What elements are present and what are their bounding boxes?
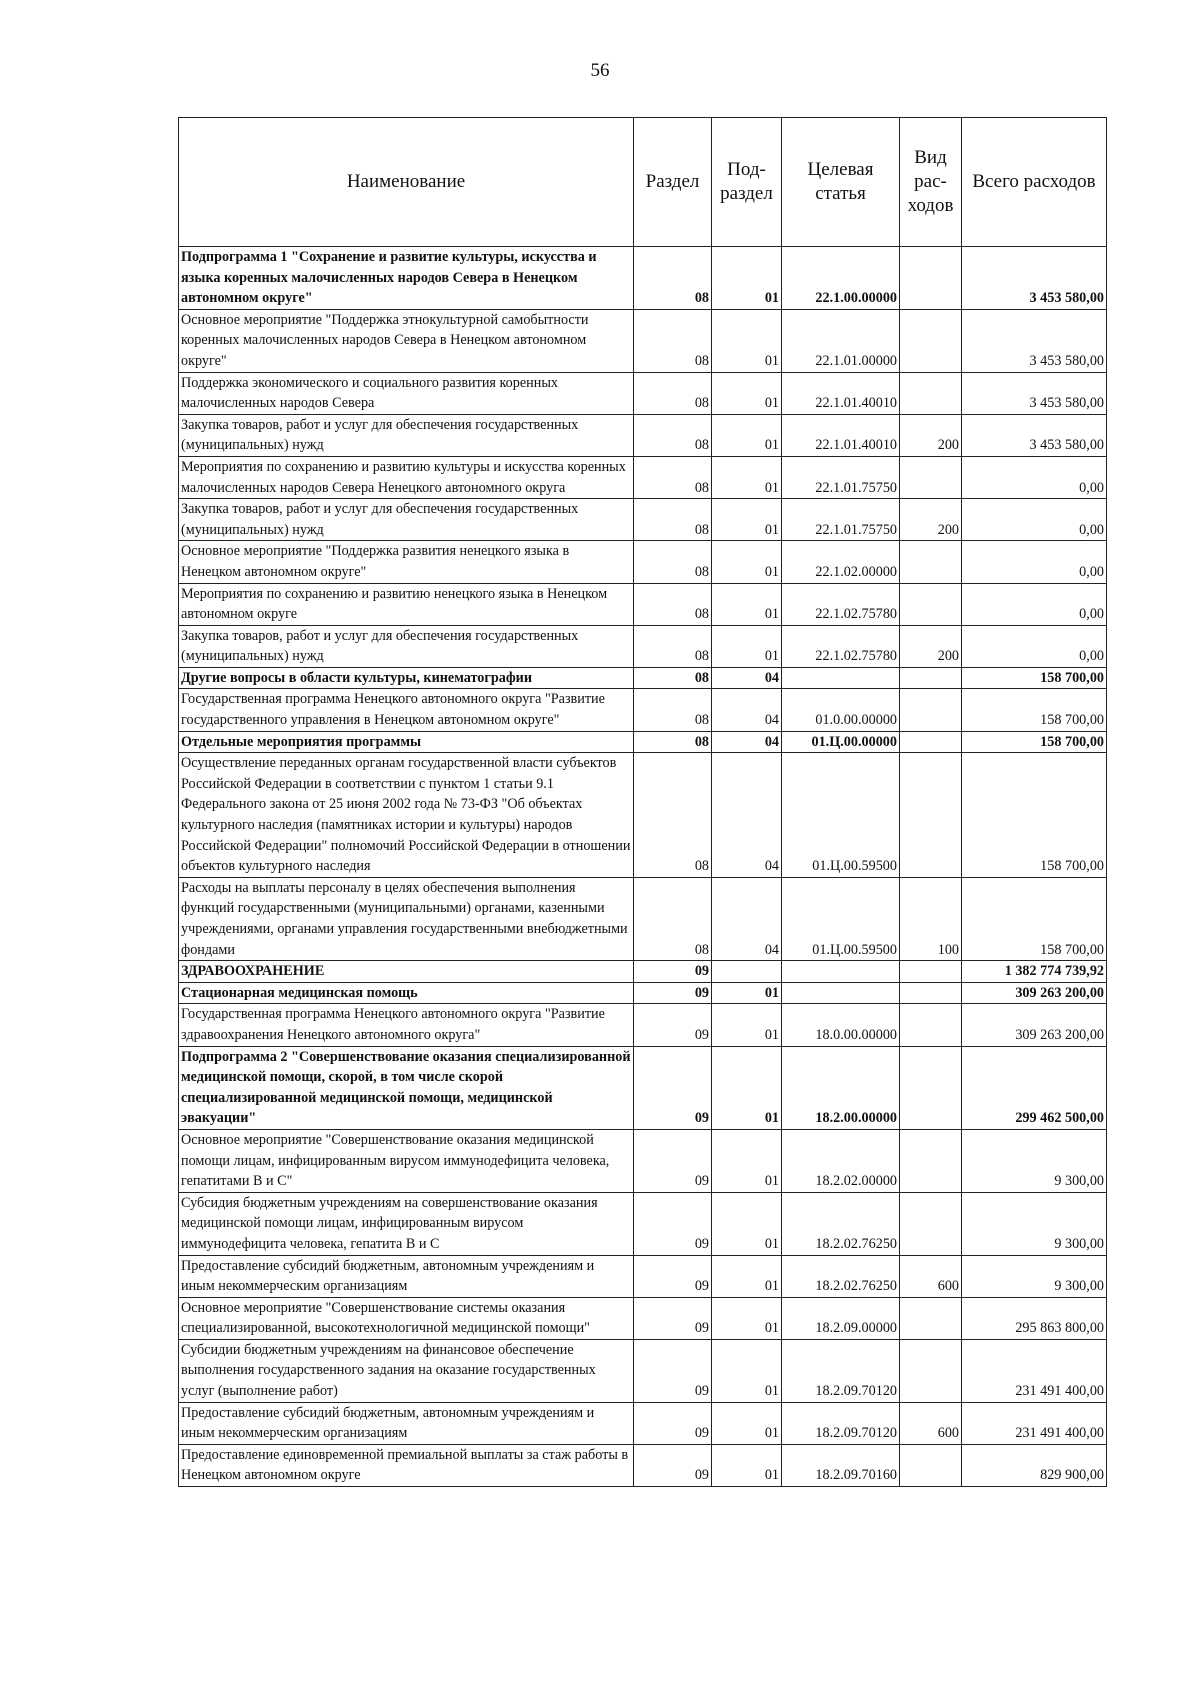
row-code-cell: 18.2.09.70160: [782, 1444, 900, 1486]
row-podrazdel-cell: 01: [712, 583, 782, 625]
row-vid-cell: [900, 753, 962, 878]
row-name-cell: Другие вопросы в области культуры, кинематографии: [179, 667, 634, 689]
row-name-cell: Мероприятия по сохранению и развитию культуры и искусства коренных малочисленных народов Севера Ненецкого автономного округа: [179, 456, 634, 498]
table-row: [179, 731, 1107, 753]
row-sum-cell: 158 700,00: [962, 877, 1107, 960]
row-code-cell: 22.1.02.75780: [782, 583, 900, 625]
row-vid-cell: [900, 1004, 962, 1046]
row-name-cell: Субсидия бюджетным учреждениям на совершенствование оказания медицинской помощи лицам, инфицированным вирусом иммунодефицита человека, гепатита В и С: [179, 1192, 634, 1255]
row-code-cell: 18.2.02.76250: [782, 1192, 900, 1255]
row-podrazdel-cell: 01: [712, 1004, 782, 1046]
row-razdel-cell: 08: [634, 625, 712, 667]
row-razdel-cell: 08: [634, 667, 712, 689]
row-code-cell: 01.Ц.00.59500: [782, 877, 900, 960]
row-name-cell: Предоставление единовременной премиальной выплаты за стаж работы в Ненецком автономном округе: [179, 1444, 634, 1486]
row-vid-cell: [900, 583, 962, 625]
row-podrazdel-cell: 01: [712, 982, 782, 1004]
row-name-cell: Стационарная медицинская помощь: [179, 982, 634, 1004]
row-code-cell: 18.2.02.00000: [782, 1129, 900, 1192]
row-code-cell: 22.1.01.40010: [782, 414, 900, 456]
table-row: [179, 1004, 1107, 1046]
row-podrazdel-cell: 01: [712, 541, 782, 583]
row-razdel-cell: 08: [634, 689, 712, 731]
row-sum-cell: 9 300,00: [962, 1255, 1107, 1297]
row-sum-cell: 1 382 774 739,92: [962, 961, 1107, 983]
row-name-cell: Предоставление субсидий бюджетным, автономным учреждениям и иным некоммерческим организациям: [179, 1255, 634, 1297]
row-name-cell: Расходы на выплаты персоналу в целях обеспечения выполнения функций государственными (муниципальными) органами, казенными учреждениями, органами управления государственными внебюджетными фондами: [179, 877, 634, 960]
row-podrazdel-cell: 01: [712, 1339, 782, 1402]
row-code-cell: 18.2.00.00000: [782, 1046, 900, 1129]
table-row: [179, 1339, 1107, 1402]
row-vid-cell: [900, 1129, 962, 1192]
row-vid-cell: [900, 1046, 962, 1129]
row-name-cell: Закупка товаров, работ и услуг для обеспечения государственных (муниципальных) нужд: [179, 414, 634, 456]
row-sum-cell: 0,00: [962, 541, 1107, 583]
row-code-cell: 22.1.02.00000: [782, 541, 900, 583]
row-razdel-cell: 08: [634, 753, 712, 878]
row-sum-cell: 309 263 200,00: [962, 1004, 1107, 1046]
table-row: [179, 1192, 1107, 1255]
row-podrazdel-cell: 04: [712, 667, 782, 689]
row-sum-cell: 0,00: [962, 456, 1107, 498]
row-sum-cell: 9 300,00: [962, 1129, 1107, 1192]
row-code-cell: [782, 667, 900, 689]
row-vid-cell: [900, 309, 962, 372]
row-code-cell: [782, 961, 900, 983]
row-razdel-cell: 09: [634, 1004, 712, 1046]
table-row: [179, 499, 1107, 541]
row-vid-cell: [900, 372, 962, 414]
row-code-cell: 18.2.09.70120: [782, 1339, 900, 1402]
header-name: Наименование: [179, 118, 634, 247]
row-vid-cell: [900, 1339, 962, 1402]
row-sum-cell: 295 863 800,00: [962, 1297, 1107, 1339]
row-name-cell: Предоставление субсидий бюджетным, автономным учреждениям и иным некоммерческим организациям: [179, 1402, 634, 1444]
table-row: [179, 1402, 1107, 1444]
table-row: [179, 667, 1107, 689]
row-name-cell: Осуществление переданных органам государственной власти субъектов Российской Федерации в соответствии с пунктом 1 статьи 9.1 Федерального закона от 25 июня 2002 года № 73-ФЗ "Об объектах культурного наследия (памятниках истории и культуры) народов Российской Федерации" полномочий Российской Федерации в отношении объектов культурного наследия: [179, 753, 634, 878]
row-razdel-cell: 09: [634, 1046, 712, 1129]
row-sum-cell: 299 462 500,00: [962, 1046, 1107, 1129]
row-podrazdel-cell: 01: [712, 414, 782, 456]
row-code-cell: 22.1.01.75750: [782, 456, 900, 498]
row-razdel-cell: 08: [634, 456, 712, 498]
budget-table: [178, 117, 1107, 1487]
row-name-cell: Поддержка экономического и социального развития коренных малочисленных народов Севера: [179, 372, 634, 414]
header-tselevaya: [782, 118, 900, 247]
row-name-cell: Основное мероприятие "Поддержка развития ненецкого языка в Ненецком автономном округе": [179, 541, 634, 583]
table-row: [179, 456, 1107, 498]
row-vid-cell: [900, 961, 962, 983]
row-razdel-cell: 08: [634, 372, 712, 414]
row-sum-cell: 0,00: [962, 583, 1107, 625]
row-vid-cell: [900, 456, 962, 498]
row-vid-cell: 600: [900, 1402, 962, 1444]
row-sum-cell: 158 700,00: [962, 753, 1107, 878]
row-razdel-cell: 08: [634, 583, 712, 625]
table-row: [179, 753, 1107, 878]
row-vid-cell: [900, 1444, 962, 1486]
row-name-cell: Основное мероприятие "Поддержка этнокультурной самобытности коренных малочисленных народов Севера в Ненецком автономном округе": [179, 309, 634, 372]
row-code-cell: 22.1.02.75780: [782, 625, 900, 667]
table-row: [179, 372, 1107, 414]
row-podrazdel-cell: 04: [712, 689, 782, 731]
row-code-cell: 18.2.02.76250: [782, 1255, 900, 1297]
row-podrazdel-cell: 01: [712, 1129, 782, 1192]
row-vid-cell: 100: [900, 877, 962, 960]
row-code-cell: 01.Ц.00.59500: [782, 753, 900, 878]
row-name-cell: Государственная программа Ненецкого автономного округа "Развитие государственного управления в Ненецком автономном округе": [179, 689, 634, 731]
header-podrazdel: [712, 118, 782, 247]
row-podrazdel-cell: 01: [712, 456, 782, 498]
row-code-cell: [782, 982, 900, 1004]
row-name-cell: Закупка товаров, работ и услуг для обеспечения государственных (муниципальных) нужд: [179, 499, 634, 541]
row-code-cell: 18.2.09.70120: [782, 1402, 900, 1444]
row-name-cell: Основное мероприятие "Совершенствование оказания медицинской помощи лицам, инфицированным вирусом иммунодефицита человека, гепатитами В и С": [179, 1129, 634, 1192]
table-row: [179, 982, 1107, 1004]
row-podrazdel-cell: 01: [712, 309, 782, 372]
row-name-cell: Закупка товаров, работ и услуг для обеспечения государственных (муниципальных) нужд: [179, 625, 634, 667]
row-podrazdel-cell: 01: [712, 247, 782, 310]
row-razdel-cell: 09: [634, 1444, 712, 1486]
row-podrazdel-cell: 01: [712, 372, 782, 414]
table-row: [179, 961, 1107, 983]
row-code-cell: 18.2.09.00000: [782, 1297, 900, 1339]
table-row: [179, 541, 1107, 583]
row-sum-cell: 158 700,00: [962, 667, 1107, 689]
row-sum-cell: 0,00: [962, 625, 1107, 667]
row-name-cell: Подпрограмма 2 "Совершенствование оказания специализированной медицинской помощи, скорой, в том числе скорой специализированной медицинской помощи, медицинской эвакуации": [179, 1046, 634, 1129]
row-podrazdel-cell: 04: [712, 731, 782, 753]
table-row: [179, 1129, 1107, 1192]
row-sum-cell: 829 900,00: [962, 1444, 1107, 1486]
table-row: [179, 625, 1107, 667]
table-row: [179, 1046, 1107, 1129]
row-podrazdel-cell: 01: [712, 625, 782, 667]
row-code-cell: 18.0.00.00000: [782, 1004, 900, 1046]
header-razdel: Раздел: [634, 118, 712, 247]
header-vid-text: Вид рас- ходов: [907, 147, 954, 216]
row-vid-cell: 200: [900, 625, 962, 667]
row-code-cell: 22.1.01.75750: [782, 499, 900, 541]
row-razdel-cell: 09: [634, 1402, 712, 1444]
row-sum-cell: 3 453 580,00: [962, 372, 1107, 414]
row-sum-cell: 158 700,00: [962, 689, 1107, 731]
row-code-cell: 22.1.01.40010: [782, 372, 900, 414]
row-podrazdel-cell: 01: [712, 499, 782, 541]
header-podrazdel-text: Под- раздел: [720, 159, 773, 204]
table-row: [179, 1297, 1107, 1339]
row-razdel-cell: 09: [634, 1255, 712, 1297]
header-vsego: Всего расходов: [962, 118, 1107, 247]
row-code-cell: 01.Ц.00.00000: [782, 731, 900, 753]
row-sum-cell: 3 453 580,00: [962, 247, 1107, 310]
row-vid-cell: 600: [900, 1255, 962, 1297]
row-name-cell: Государственная программа Ненецкого автономного округа "Развитие здравоохранения Ненецкого автономного округа": [179, 1004, 634, 1046]
table-row: [179, 1255, 1107, 1297]
page-number: 56: [590, 60, 610, 81]
row-vid-cell: 200: [900, 499, 962, 541]
row-razdel-cell: 09: [634, 982, 712, 1004]
row-name-cell: ЗДРАВООХРАНЕНИЕ: [179, 961, 634, 983]
row-name-cell: Отдельные мероприятия программы: [179, 731, 634, 753]
row-podrazdel-cell: 01: [712, 1255, 782, 1297]
row-podrazdel-cell: 01: [712, 1402, 782, 1444]
row-podrazdel-cell: 04: [712, 753, 782, 878]
row-razdel-cell: 09: [634, 1297, 712, 1339]
table-row: [179, 309, 1107, 372]
row-vid-cell: [900, 982, 962, 1004]
row-razdel-cell: 09: [634, 1192, 712, 1255]
row-vid-cell: [900, 1192, 962, 1255]
row-code-cell: 01.0.00.00000: [782, 689, 900, 731]
row-code-cell: 22.1.00.00000: [782, 247, 900, 310]
table-row: [179, 1444, 1107, 1486]
row-sum-cell: 231 491 400,00: [962, 1402, 1107, 1444]
row-razdel-cell: 08: [634, 247, 712, 310]
row-sum-cell: 309 263 200,00: [962, 982, 1107, 1004]
row-vid-cell: 200: [900, 414, 962, 456]
row-podrazdel-cell: 04: [712, 877, 782, 960]
row-podrazdel-cell: [712, 961, 782, 983]
row-razdel-cell: 08: [634, 541, 712, 583]
row-sum-cell: 0,00: [962, 499, 1107, 541]
table-row: [179, 877, 1107, 960]
table-header-row: [179, 118, 1107, 247]
row-vid-cell: [900, 689, 962, 731]
row-razdel-cell: 08: [634, 499, 712, 541]
table-row: [179, 583, 1107, 625]
row-razdel-cell: 08: [634, 877, 712, 960]
row-sum-cell: 158 700,00: [962, 731, 1107, 753]
row-podrazdel-cell: 01: [712, 1046, 782, 1129]
row-vid-cell: [900, 541, 962, 583]
row-name-cell: Основное мероприятие "Совершенствование системы оказания специализированной, высокотехнологичной медицинской помощи": [179, 1297, 634, 1339]
table-row: [179, 247, 1107, 310]
row-vid-cell: [900, 731, 962, 753]
row-razdel-cell: 09: [634, 1129, 712, 1192]
row-code-cell: 22.1.01.00000: [782, 309, 900, 372]
row-name-cell: Мероприятия по сохранению и развитию ненецкого языка в Ненецком автономном округе: [179, 583, 634, 625]
row-podrazdel-cell: 01: [712, 1444, 782, 1486]
row-razdel-cell: 08: [634, 414, 712, 456]
row-sum-cell: 3 453 580,00: [962, 309, 1107, 372]
row-sum-cell: 3 453 580,00: [962, 414, 1107, 456]
row-podrazdel-cell: 01: [712, 1297, 782, 1339]
row-vid-cell: [900, 1297, 962, 1339]
table-row: [179, 689, 1107, 731]
row-vid-cell: [900, 667, 962, 689]
table-row: [179, 414, 1107, 456]
row-name-cell: Субсидии бюджетным учреждениям на финансовое обеспечение выполнения государственного задания на оказание государственных услуг (выполнение работ): [179, 1339, 634, 1402]
row-vid-cell: [900, 247, 962, 310]
header-tselevaya-text: Целевая статья: [807, 159, 874, 204]
row-name-cell: Подпрограмма 1 "Сохранение и развитие культуры, искусства и языка коренных малочисленных народов Севера в Ненецком автономном округе": [179, 247, 634, 310]
header-vid: [900, 118, 962, 247]
row-razdel-cell: 09: [634, 961, 712, 983]
row-podrazdel-cell: 01: [712, 1192, 782, 1255]
row-razdel-cell: 08: [634, 309, 712, 372]
row-sum-cell: 231 491 400,00: [962, 1339, 1107, 1402]
row-razdel-cell: 08: [634, 731, 712, 753]
row-sum-cell: 9 300,00: [962, 1192, 1107, 1255]
row-razdel-cell: 09: [634, 1339, 712, 1402]
